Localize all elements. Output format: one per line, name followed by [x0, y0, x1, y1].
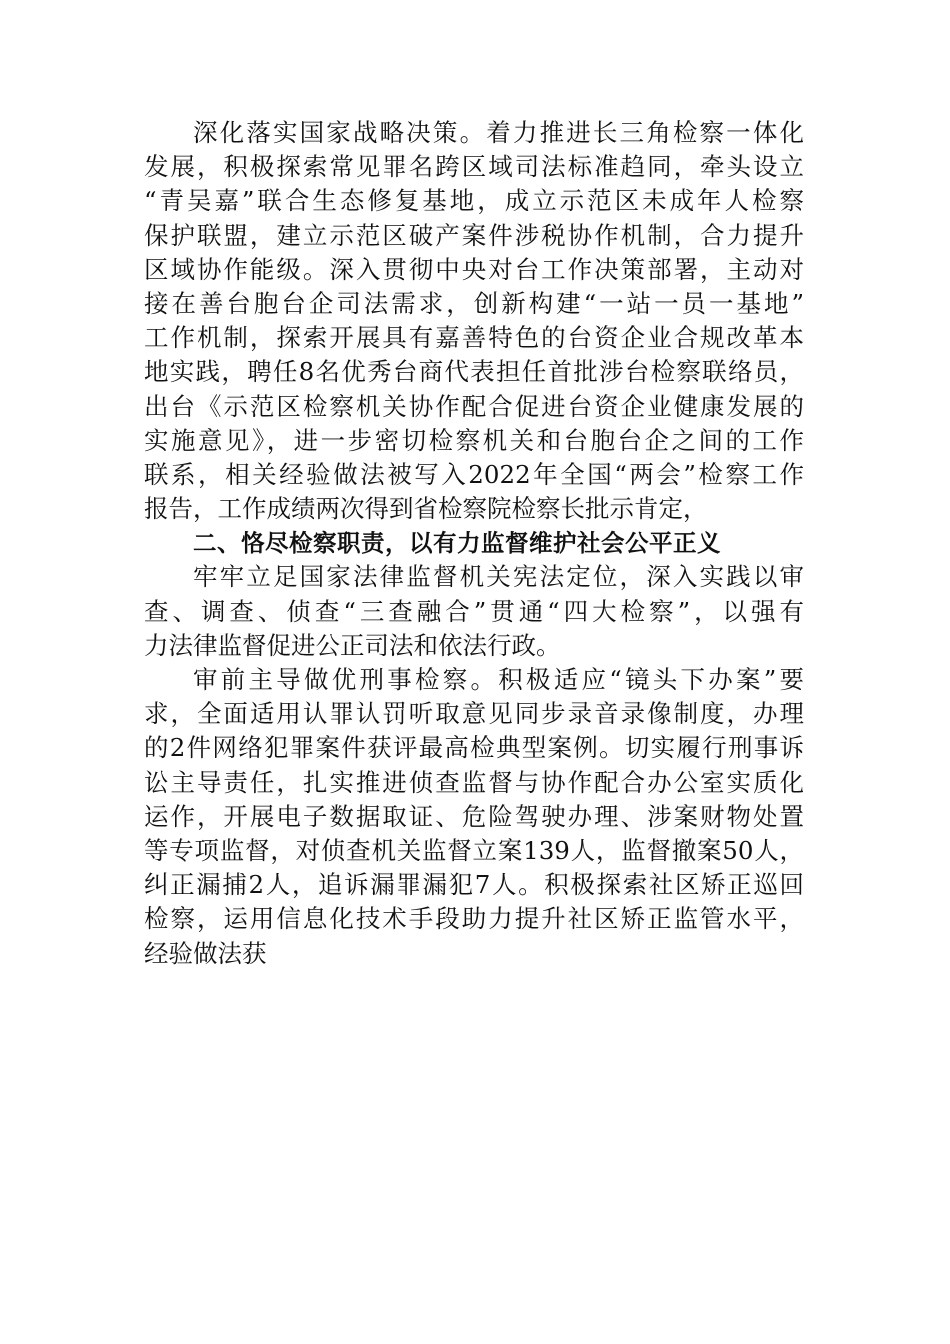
paragraph: [144, 560, 804, 663]
text-line: 等专项监督，对侦查机关监督立案139人，监督撤案50人，: [144, 835, 804, 865]
text-line: 运作，开展电子数据取证、危险驾驶办理、涉案财物处置: [144, 801, 804, 831]
document-body: [144, 116, 804, 971]
text-line: 检察，运用信息化技术手段助力提升社区矫正监管水平，: [144, 904, 804, 934]
text-line: 地实践，聘任8名优秀台商代表担任首批涉台检察联络员，: [144, 357, 804, 387]
text-line: 经验做法获: [144, 938, 267, 968]
text-line: 讼主导责任，扎实推进侦查监督与协作配合办公室实质化: [144, 767, 804, 797]
paragraph: [144, 663, 804, 971]
text-line: 保护联盟，建立示范区破产案件涉税协作机制，合力提升: [144, 220, 804, 250]
text-line: 接在善台胞台企司法需求，创新构建“一站一员一基地”: [144, 288, 804, 318]
text-line: 区域协作能级。深入贯彻中央对台工作决策部署，主动对: [144, 254, 804, 284]
section-heading: 二、恪尽检察职责，以有力监督维护社会公平正义: [193, 529, 721, 558]
text-line: 牢牢立足国家法律监督机关宪法定位，深入实践以审: [193, 562, 804, 592]
text-line: 的2件网络犯罪案件获评最高检典型案例。切实履行刑事诉: [144, 733, 804, 763]
text-line: 实施意见》，进一步密切检察机关和台胞台企之间的工作: [144, 425, 804, 455]
text-line: 纠正漏捕2人，追诉漏罪漏犯7人。积极探索社区矫正巡回: [144, 870, 804, 900]
text-line: 深化落实国家战略决策。着力推进长三角检察一体化: [193, 118, 804, 147]
text-line: 出台《示范区检察机关协作配合促进台资企业健康发展的: [144, 391, 804, 421]
text-line: 力法律监督促进公正司法和依法行政。: [144, 630, 561, 660]
text-line: 工作机制，探索开展具有嘉善特色的台资企业合规改革本: [144, 323, 804, 353]
paragraph: [144, 116, 804, 526]
text-line: 审前主导做优刑事检察。积极适应“镜头下办案”要: [193, 665, 804, 694]
text-line: 联系，相关经验做法被写入2022年全国“两会”检察工作: [144, 459, 804, 489]
text-line: 求，全面适用认罪认罚听取意见同步录音录像制度，办理: [144, 699, 804, 729]
text-line: “青吴嘉”联合生态修复基地，成立示范区未成年人检察: [144, 186, 804, 216]
text-line: 发展，积极探索常见罪名跨区域司法标准趋同，牵头设立: [144, 152, 804, 182]
text-line: 报告，工作成绩两次得到省检察院检察长批示肯定，: [144, 494, 708, 524]
text-line: 查、调查、侦查“三查融合”贯通“四大检察”，以强有: [144, 596, 804, 626]
